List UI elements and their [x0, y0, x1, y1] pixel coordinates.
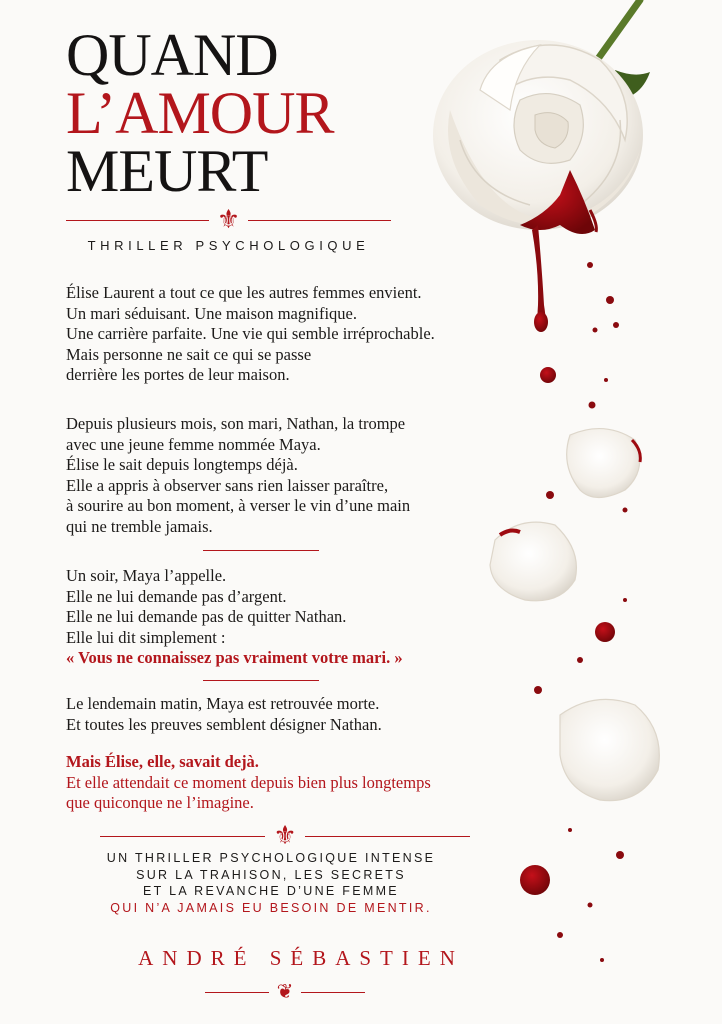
- blurb-line: Un soir, Maya l’appelle.: [66, 566, 227, 585]
- blurb-line: Et toutes les preuves semblent désigner Nathan.: [66, 714, 382, 734]
- title-ornament-divider: [66, 205, 391, 234]
- blurb-line: Elle ne lui demande pas d’argent.: [66, 586, 287, 606]
- section-divider: [203, 680, 319, 681]
- white-rose: [433, 40, 643, 230]
- fallen-petals: [490, 429, 659, 801]
- blurb-line: qui ne tremble jamais.: [66, 516, 213, 536]
- divider-line-right: [301, 992, 365, 993]
- author-name: ANDRÉ SÉBASTIEN: [138, 946, 464, 970]
- blurb-line: Mais personne ne sait ce qui se passe: [66, 344, 312, 364]
- section-divider: [203, 550, 319, 551]
- title-line-1: QUAND: [66, 22, 278, 88]
- fleur-de-lis-icon: ⚜: [273, 821, 297, 850]
- blurb-line: Elle lui dit simplement :: [66, 627, 226, 647]
- blurb-line: Élise le sait depuis longtemps déjà.: [66, 455, 298, 474]
- divider-line-left: [66, 220, 209, 221]
- flourish-icon: ❦: [276, 981, 294, 1003]
- blurb-line: Élise Laurent a tout ce que les autres femmes envient.: [66, 283, 422, 302]
- blurb-line: Depuis plusieurs mois, son mari, Nathan, la trompe: [66, 414, 406, 433]
- tagline-line: SUR LA TRAHISON, LES SECRETS: [136, 867, 406, 882]
- divider-line-right: [248, 220, 391, 221]
- blurb-line: Elle ne lui demande pas de quitter Nathan.: [66, 607, 347, 626]
- tagline-line: ET LA REVANCHE D’UNE FEMME: [143, 884, 399, 898]
- maya-quote: « Vous ne connaissez pas vraiment votre mari. »: [66, 648, 403, 667]
- divider-line-left: [205, 992, 269, 993]
- rose-illustration: [420, 0, 722, 1024]
- blurb-line: derrière les portes de leur maison.: [66, 365, 290, 384]
- blurb-line: Un mari séduisant. Une maison magnifique.: [66, 303, 357, 323]
- blurb-line: Elle a appris à observer sans rien laisser paraître,: [66, 475, 389, 495]
- blurb-line-bold: Mais Élise, elle, savait dejà.: [66, 752, 259, 771]
- fleur-de-lis-icon: ⚜: [216, 205, 241, 234]
- blurb-line: Et elle attendait ce moment depuis bien plus longtemps: [66, 772, 431, 792]
- divider-line-left: [100, 836, 265, 837]
- blurb-line: Le lendemain matin, Maya est retrouvée morte.: [66, 694, 380, 713]
- tagline-line-red: QUI N’A JAMAIS EU BESOIN DE MENTIR.: [110, 900, 432, 915]
- blurb-line: à sourire au bon moment, à verser le vin d’une main: [66, 496, 411, 515]
- blurb-line: que quiconque ne l’imagine.: [66, 793, 254, 812]
- blurb-line: Une carrière parfaite. Une vie qui semble irréprochable.: [66, 324, 435, 343]
- tagline-line: UN THRILLER PSYCHOLOGIQUE INTENSE: [106, 851, 436, 865]
- title-line-2: L’AMOUR: [66, 80, 334, 146]
- tagline-ornament-divider: [100, 821, 470, 850]
- title-line-3: MEURT: [66, 138, 268, 204]
- genre-label: THRILLER PSYCHOLOGIQUE: [87, 238, 370, 253]
- tagline: [66, 850, 476, 916]
- blurb-line: avec une jeune femme nommée Maya.: [66, 434, 321, 454]
- book-title: [66, 22, 386, 204]
- footer-ornament: [205, 982, 365, 1002]
